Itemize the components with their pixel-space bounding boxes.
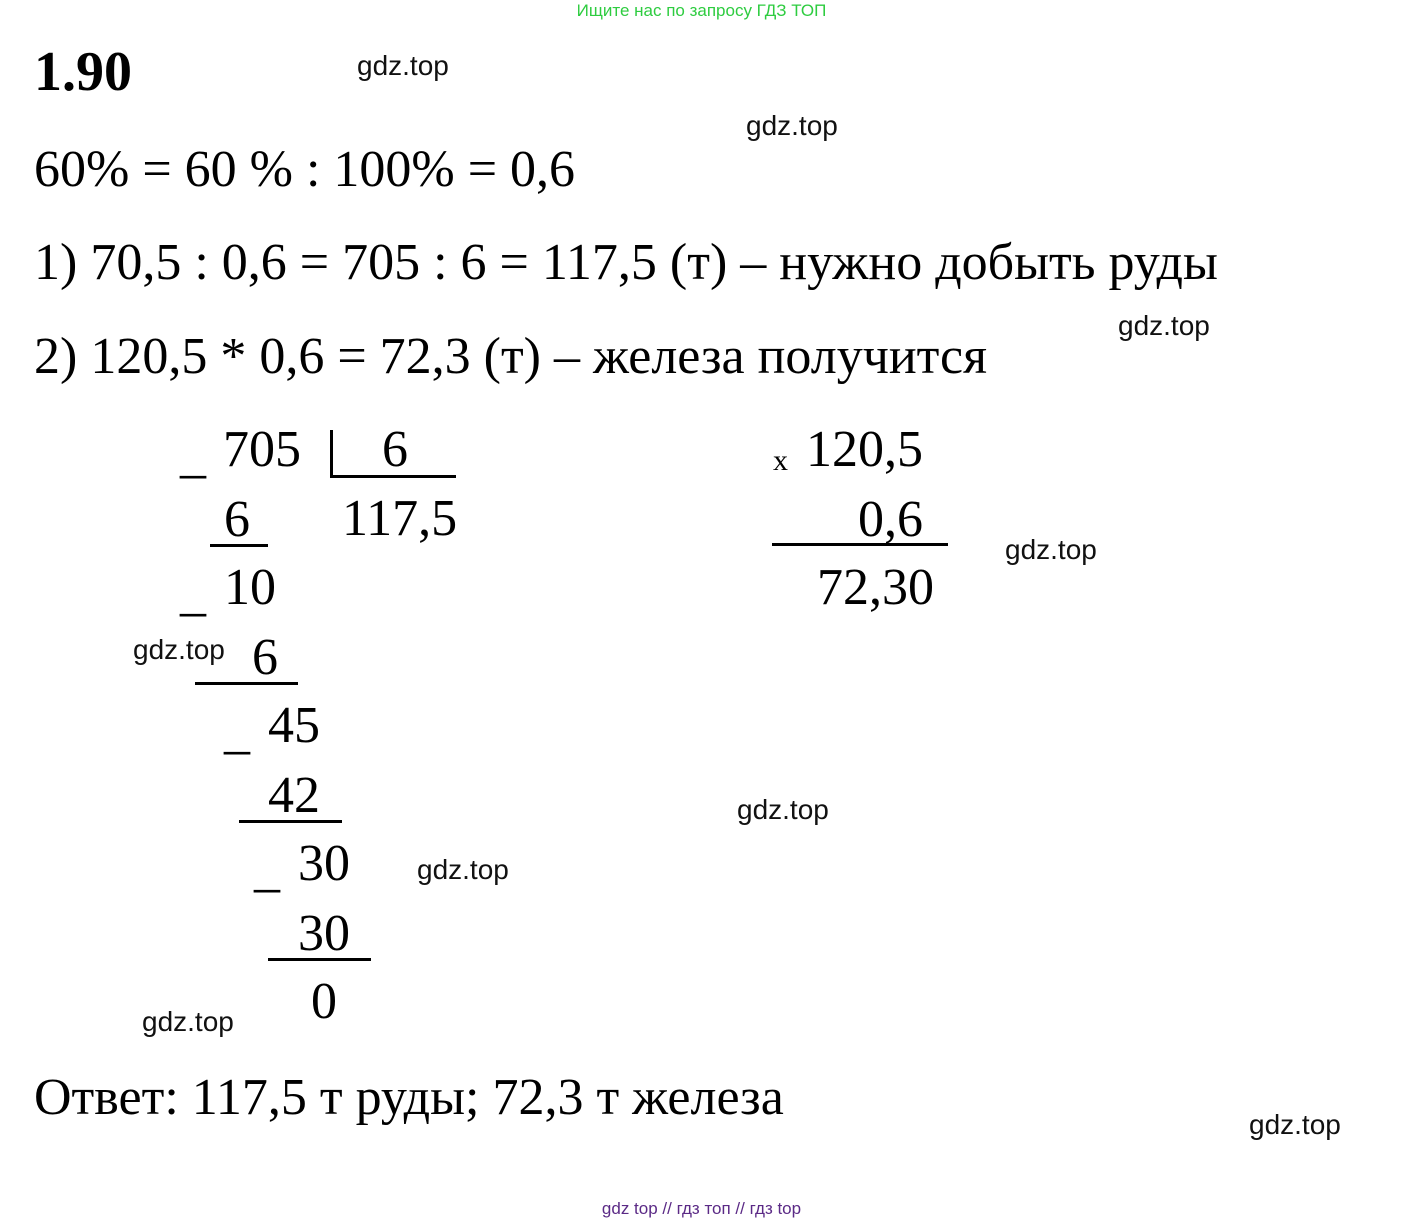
division-subtrahend: 6 <box>224 491 250 548</box>
division-rule <box>195 682 298 685</box>
division-minus-sign: _ <box>180 427 206 484</box>
step-1: 1) 70,5 : 0,6 = 705 : 6 = 117,5 (т) – нужно добыть руды <box>34 234 1218 291</box>
division-subtrahend: 30 <box>298 905 350 962</box>
bottom-banner[interactable]: gdz top // гдз топ // гдз top <box>601 1199 802 1218</box>
division-remainder: 45 <box>268 697 320 754</box>
product: 72,30 <box>817 559 934 616</box>
division-subtrahend: 42 <box>268 767 320 824</box>
division-bracket <box>330 430 333 478</box>
division-minus-sign: _ <box>180 565 206 622</box>
division-minus-sign: _ <box>254 841 280 898</box>
problem-number: 1.90 <box>34 41 132 103</box>
division-minus-sign: _ <box>224 703 250 760</box>
watermark: gdz.top <box>737 794 829 825</box>
top-banner[interactable]: Ищите нас по запросу ГДЗ ТОП <box>576 1 827 20</box>
watermark: gdz.top <box>746 110 838 141</box>
watermark: gdz.top <box>142 1006 234 1037</box>
division-quotient: 117,5 <box>342 490 458 547</box>
division-divisor-rule <box>330 475 456 478</box>
watermark: gdz.top <box>1118 310 1210 341</box>
percent-conversion: 60% = 60 % : 100% = 0,6 <box>34 141 576 198</box>
step-2: 2) 120,5 * 0,6 = 72,3 (т) – железа получится <box>34 328 988 385</box>
answer: Ответ: 117,5 т руды; 72,3 т железа <box>34 1069 784 1126</box>
multiplication-rule <box>772 543 948 546</box>
division-rule <box>268 958 371 961</box>
division-divisor: 6 <box>382 421 408 478</box>
watermark: gdz.top <box>1005 534 1097 565</box>
division-final-remainder: 0 <box>311 973 337 1030</box>
multiplication-sign: x <box>773 444 788 477</box>
division-remainder: 10 <box>224 559 276 616</box>
multiplier: 0,6 <box>858 491 923 548</box>
division-remainder: 30 <box>298 835 350 892</box>
watermark: gdz.top <box>417 854 509 885</box>
division-subtrahend: 6 <box>252 629 278 686</box>
multiplicand: 120,5 <box>806 421 923 478</box>
division-rule <box>239 820 342 823</box>
division-rule <box>210 544 268 547</box>
watermark: gdz.top <box>133 634 225 665</box>
watermark: gdz.top <box>1249 1109 1341 1140</box>
division-dividend: 705 <box>223 421 301 478</box>
watermark: gdz.top <box>357 50 449 81</box>
